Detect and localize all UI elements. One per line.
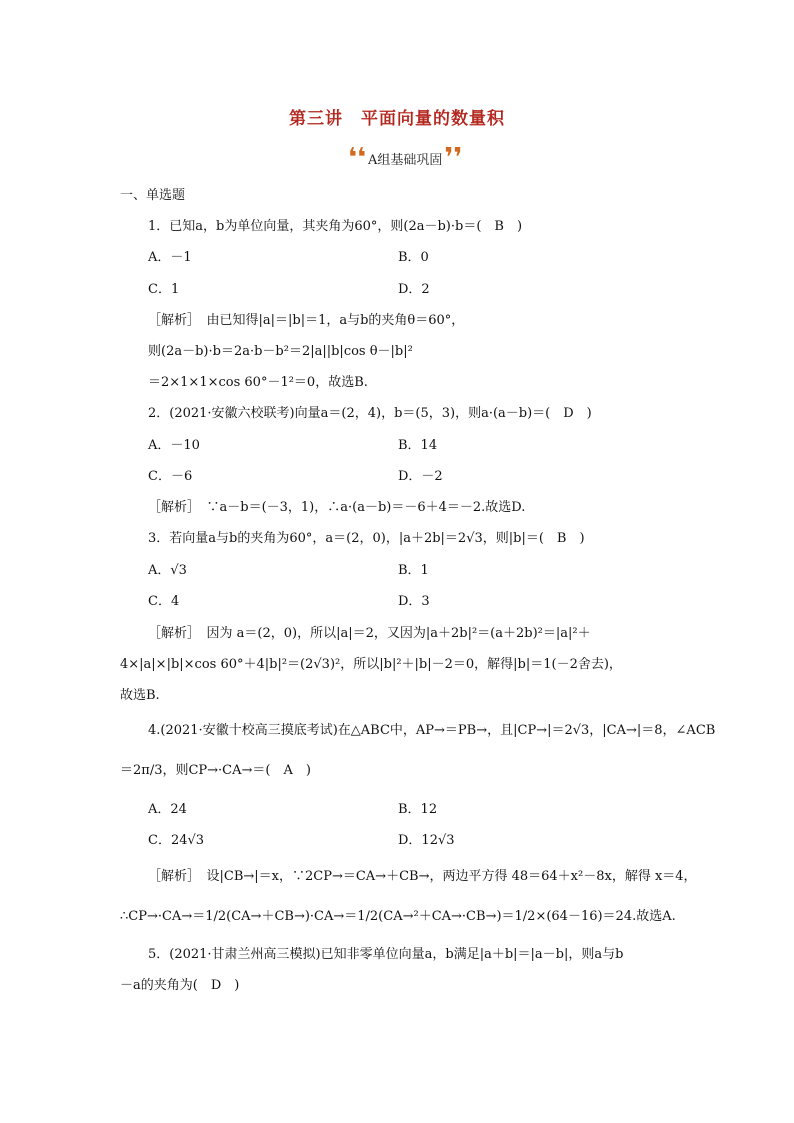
question-5-stem-line-2: －a的夹角为( D ) bbox=[120, 978, 240, 993]
question-5-stem-line-1: 5．(2021·甘肃兰州高三模拟)已知非零单位向量a，b满足|a＋b|＝|a－b|，则a与b bbox=[148, 947, 624, 962]
badge-label: A组基础巩固 bbox=[368, 152, 443, 168]
q3-solution-line-3: 故选B. bbox=[120, 688, 160, 703]
q3-solution-line-2: 4×|a|×|b|×cos 60°＋4|b|²＝(2√3)²，所以|b|²＋|b|－2＝0，解得|b|＝1(－2舍去)， bbox=[120, 657, 622, 672]
right-quote-icon: ❜❜ bbox=[444, 143, 463, 173]
q1-option-a: A．－1 bbox=[148, 250, 192, 265]
q1-solution-line-1: ［解析］ 由已知得|a|＝|b|＝1，a与b的夹角θ＝60°， bbox=[148, 313, 465, 328]
q1-option-d: D．2 bbox=[398, 282, 430, 297]
q2-option-a: A．－10 bbox=[148, 438, 200, 453]
question-2-stem: 2．(2021·安徽六校联考)向量a＝(2，4)，b＝(5，3)，则a·(a－b)＝( D ) bbox=[148, 406, 592, 421]
q4-option-b: B．12 bbox=[398, 802, 438, 817]
q1-solution-line-3: ＝2×1×1×cos 60°－1²＝0，故选B. bbox=[148, 375, 368, 390]
section-badge bbox=[348, 143, 463, 173]
q4-option-d: D．12√3 bbox=[398, 833, 455, 848]
q2-option-d: D．－2 bbox=[398, 469, 443, 484]
q3-solution-line-1: ［解析］ 因为 a＝(2，0)，所以|a|＝2，又因为|a＋2b|²＝(a＋2b)²＝|a|²＋ bbox=[148, 626, 591, 641]
q1-option-c: C．1 bbox=[148, 282, 180, 297]
q4-solution-line-2: ∴CP→·CA→＝1/2(CA→＋CB→)·CA→＝1/2(CA→²＋CA→·CB→)＝1/2×(64－16)＝24.故选A. bbox=[120, 909, 676, 924]
q3-option-b: B．1 bbox=[398, 563, 429, 578]
question-4-stem-line-2: ＝2π/3，则CP→·CA→＝( A ) bbox=[120, 763, 311, 778]
q2-solution: ［解析］ ∵a－b＝(－3，1)，∴a·(a－b)＝－6＋4＝－2.故选D. bbox=[148, 500, 526, 515]
question-1-stem: 1．已知a，b为单位向量，其夹角为60°，则(2a－b)·b＝( B ) bbox=[148, 219, 523, 234]
page-title: 第三讲 平面向量的数量积 bbox=[289, 109, 505, 129]
q3-option-d: D．3 bbox=[398, 594, 430, 609]
q4-option-a: A．24 bbox=[148, 802, 187, 817]
q2-option-c: C．－6 bbox=[148, 469, 193, 484]
q4-option-c: C．24√3 bbox=[148, 833, 205, 848]
q1-option-b: B．0 bbox=[398, 250, 429, 265]
q3-option-a: A．√3 bbox=[148, 563, 187, 578]
question-3-stem: 3．若向量a与b的夹角为60°，a＝(2，0)，|a＋2b|＝2√3，则|b|＝( B ) bbox=[148, 531, 585, 546]
q3-option-c: C．4 bbox=[148, 594, 180, 609]
q2-option-b: B．14 bbox=[398, 438, 438, 453]
q1-solution-line-2: 则(2a－b)·b＝2a·b－b²＝2|a||b|cos θ－|b|² bbox=[148, 344, 413, 359]
left-quote-icon: ❛❛ bbox=[348, 143, 367, 173]
q4-solution-line-1: ［解析］ 设|CB→|＝x，∵2CP→＝CA→＋CB→，两边平方得 48＝64＋x²－8x，解得 x＝4， bbox=[148, 869, 697, 884]
section-heading: 一、单选题 bbox=[120, 188, 186, 203]
question-4-stem-line-1: 4.(2021·安徽十校高三摸底考试)在△ABC中，AP→＝PB→，且|CP→|＝2√3，|CA→|＝8，∠ACB bbox=[148, 723, 716, 738]
